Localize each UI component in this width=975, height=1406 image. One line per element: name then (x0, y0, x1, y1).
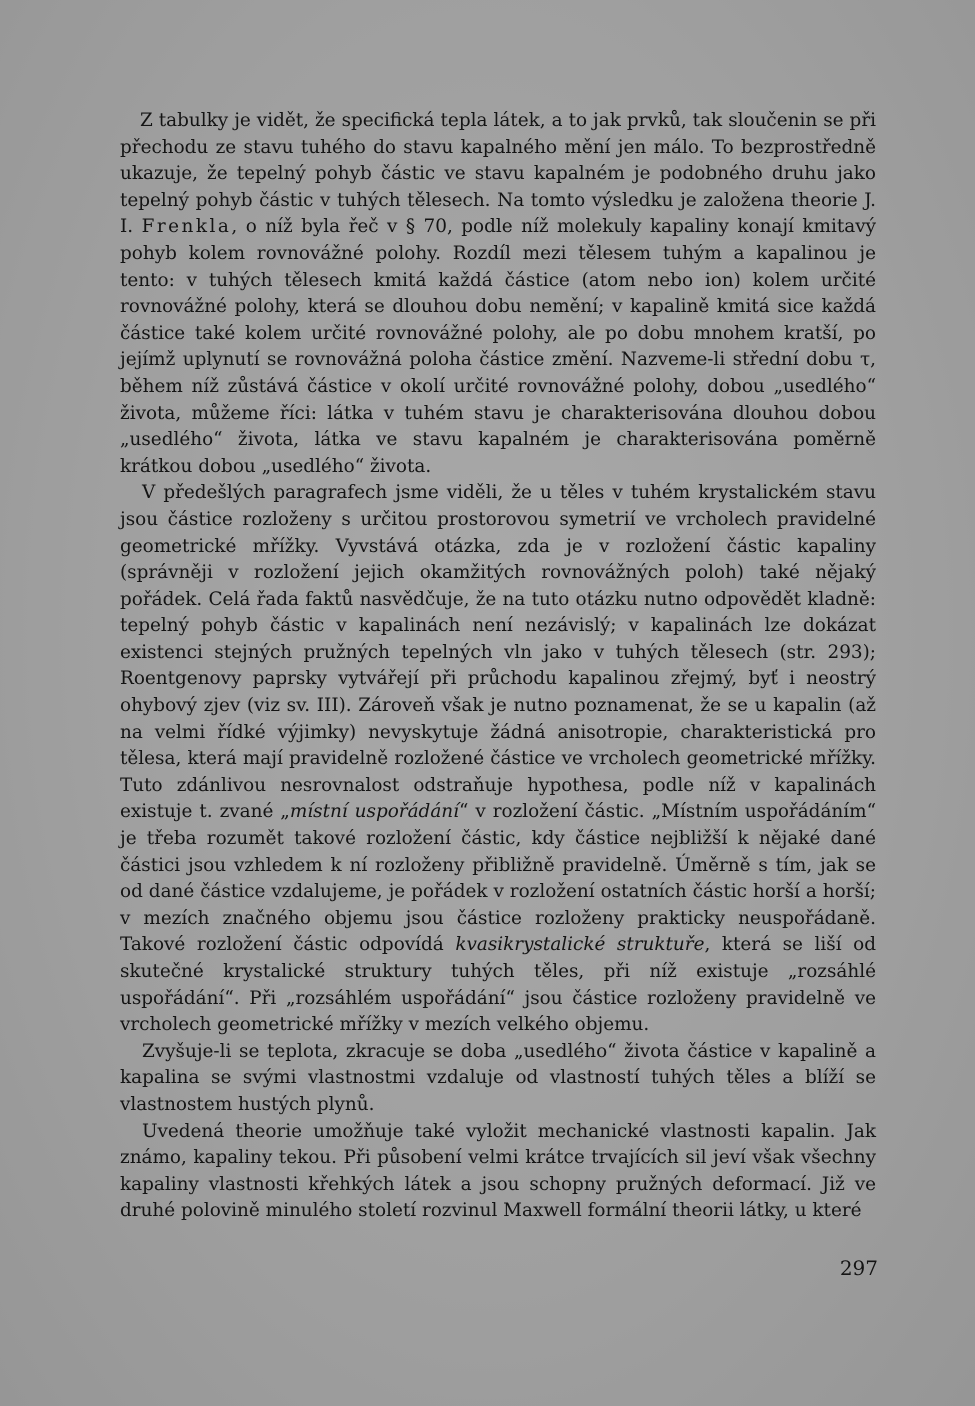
paragraph-3 (120, 1039, 876, 1119)
body-text (120, 108, 876, 1225)
paragraph-1 (120, 108, 876, 480)
text-segment: Z tabulky je vidět, že specifická tepla látek, a to jak prvků, tak sloučenin se při přechodu ze stavu tuhého do stavu kapalného mění jen málo. To bezprostředně ukazuje, že tepelný pohyb částic ve stavu kapalném je podobného druhu jako tepelný pohyb částic v tuhých tělesech. Na tomto výsledku je založena theorie J. I. (120, 110, 876, 238)
page-number: 297 (839, 1256, 878, 1280)
text-segment: , která se liší od skutečné krystalické struktury tuhých těles, při níž existuje „rozsáhlé uspořádání“. Při „rozsáhlém uspořádání“ jsou částice rozloženy pravidelně ve vrcholech geometrické mřížky v mezích velkého objemu. (120, 934, 877, 1036)
paragraph-2 (120, 480, 876, 1038)
text-segment: Zvyšuje-li se teplota, zkracuje se doba „usedlého“ života částice v kapalině a kapalina se svými vlastnostmi vzdaluje od vlastností tuhých těles a blíží se vlastnostem hustých plynů. (120, 1040, 876, 1115)
author-name-spaced: Frenkla (141, 216, 232, 238)
paragraph-4 (120, 1119, 876, 1225)
text-segment: “ v rozložení částic. „Místním uspořádáním“ je třeba rozumět takové rozložení částic, kdy částice nejbližší k nějaké dané částici jsou vzhledem k ní rozloženy přibližně pravidelně. Úměrně s tím, jak se od dané částice vzdalujeme, je pořádek v rozložení ostatních částic horší a horší; v mezích značného objemu jsou částice rozloženy prakticky neuspořádaně. Takové rozložení částic odpovídá (120, 801, 876, 956)
text-segment: , o níž byla řeč v § 70, podle níž molekuly kapaliny konají kmitavý pohyb kolem rovnovážné polohy. Rozdíl mezi tělesem tuhým a kapalinou je tento: v tuhých tělesech kmitá každá částice (atom nebo ion) kolem určité rovnovážné polohy, která se dlouhou dobu nemění; v kapalině kmitá sice každá částice také kolem určité rovnovážné polohy, ale po dobu mnohem kratší, po jejímž uplynutí se rovnovážná poloha částice změní. Nazveme-li střední dobu τ, během níž zůstává částice v okolí určité rovnovážné polohy, dobou „usedlého“ života, můžeme říci: látka v tuhém stavu je charakterisována dlouhou dobou „usedlého“ života, látka ve stavu kapalném je charakterisována poměrně krátkou dobou „usedlého“ života. (120, 216, 876, 477)
italic-term: kvasikrystalické struktuře (455, 934, 705, 956)
text-segment: V předešlých paragrafech jsme viděli, že u těles v tuhém krystalickém stavu jsou částice rozloženy s určitou prostorovou symetrií ve vrcholech pravidelné geometrické mřížky. Vyvstává otázka, zda je v rozložení částic kapaliny (správněji v rozložení jejich okamžitých rovnovážných poloh) také nějaký pořádek. Celá řada faktů nasvědčuje, že na tuto otázku nutno odpovědět kladně: tepelný pohyb částic v kapalinách není nezávislý; v kapalinách lze dokázat existenci stejných pružných tepelných vln jako v tuhých tělesech (str. 293); Roentgenovy paprsky vytvářejí při průchodu kapalinou zřejmý, byť i neostrý ohybový zjev (viz sv. III). Zároveň však je nutno poznamenat, že se u kapalin (až na velmi řídké výjimky) nevyskytuje žádná anisotropie, charakteristická pro tělesa, která mají pravidelně rozložené částice ve vrcholech geometrické mřížky. Tuto zdánlivou nesrovnalost odstraňuje hypothesa, podle níž v kapalinách existuje t. zvané „ (120, 482, 876, 823)
italic-term: místní uspořádání (289, 801, 460, 823)
text-segment: Uvedená theorie umožňuje také vyložit mechanické vlastnosti kapalin. Jak známo, kapaliny tekou. Při působení velmi krátce trvajících sil jeví však všechny kapaliny vlastnosti křehkých látek a jsou schopny pružných deformací. Již ve druhé polovině minulého století rozvinul Maxwell formální theorii látky, u které (120, 1120, 876, 1222)
